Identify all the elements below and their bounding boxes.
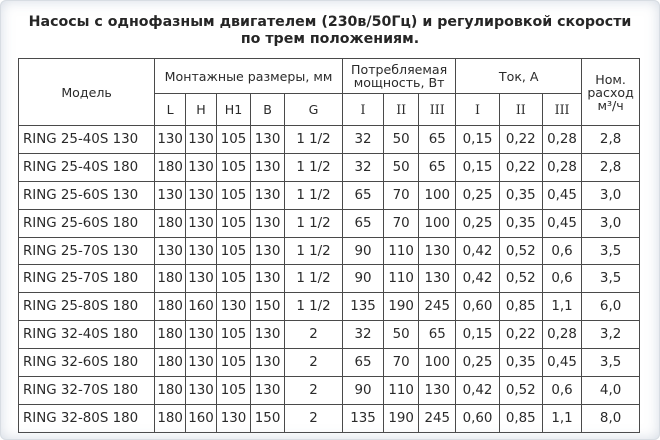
table-title [0, 14, 660, 48]
cell-g: 1 1/2 [285, 237, 343, 265]
cell-power-2: 110 [384, 377, 419, 405]
cell-g: 1 1/2 [285, 181, 343, 209]
cell-current-1: 0,25 [456, 349, 499, 377]
cell-flow: 4,0 [582, 377, 640, 405]
cell-l: 180 [155, 153, 186, 181]
cell-flow: 2,8 [582, 153, 640, 181]
cell-current-1: 0,25 [456, 209, 499, 237]
cell-h: 160 [186, 293, 217, 321]
cell-power-1: 135 [342, 293, 383, 321]
cell-b: 130 [251, 153, 285, 181]
cell-power-3: 100 [419, 181, 456, 209]
subheader-l: L [155, 94, 186, 126]
cell-h: 130 [186, 349, 217, 377]
cell-model: RING 32-80S 180 [19, 404, 155, 432]
cell-current-2: 0,35 [499, 209, 542, 237]
cell-model: RING 25-80S 180 [19, 293, 155, 321]
cell-power-1: 90 [342, 237, 383, 265]
cell-b: 130 [251, 349, 285, 377]
cell-g: 1 1/2 [285, 265, 343, 293]
cell-b: 130 [251, 265, 285, 293]
cell-current-1: 0,42 [456, 265, 499, 293]
cell-h: 130 [186, 209, 217, 237]
cell-current-2: 0,22 [499, 321, 542, 349]
cell-h1: 130 [217, 293, 251, 321]
cell-power-2: 70 [384, 209, 419, 237]
cell-power-3: 245 [419, 293, 456, 321]
cell-current-3: 0,6 [542, 265, 581, 293]
cell-flow: 3,0 [582, 209, 640, 237]
cell-power-3: 100 [419, 349, 456, 377]
cell-power-3: 130 [419, 237, 456, 265]
cell-l: 180 [155, 265, 186, 293]
cell-power-2: 190 [384, 293, 419, 321]
cell-current-2: 0,52 [499, 377, 542, 405]
cell-power-1: 65 [342, 181, 383, 209]
cell-l: 130 [155, 126, 186, 154]
cell-current-1: 0,15 [456, 321, 499, 349]
cell-l: 130 [155, 181, 186, 209]
cell-current-1: 0,60 [456, 404, 499, 432]
cell-model: RING 25-70S 130 [19, 237, 155, 265]
cell-h: 130 [186, 237, 217, 265]
header-power-line-2: мощность, Вт [353, 75, 445, 90]
cell-current-3: 1,1 [542, 404, 581, 432]
cell-h1: 105 [217, 153, 251, 181]
cell-flow: 3,5 [582, 265, 640, 293]
cell-g: 1 1/2 [285, 293, 343, 321]
subheader-current-speed-3: III [542, 94, 581, 126]
cell-model: RING 25-70S 180 [19, 265, 155, 293]
subheader-current-speed-2: II [499, 94, 542, 126]
cell-h1: 105 [217, 321, 251, 349]
title-line-1: Насосы с однофазным двигателем (230в/50Гц) и регулировкой скорости [28, 14, 632, 30]
cell-model: RING 25-40S 180 [19, 153, 155, 181]
cell-g: 1 1/2 [285, 126, 343, 154]
cell-l: 130 [155, 237, 186, 265]
pump-spec-table [18, 58, 640, 433]
table-row [19, 126, 640, 154]
header-mount-dimensions: Монтажные размеры, мм [155, 59, 343, 94]
cell-g: 2 [285, 321, 343, 349]
cell-model: RING 32-40S 180 [19, 321, 155, 349]
table-row [19, 293, 640, 321]
cell-b: 130 [251, 209, 285, 237]
cell-b: 130 [251, 181, 285, 209]
table-row [19, 321, 640, 349]
cell-h: 160 [186, 404, 217, 432]
table-row [19, 404, 640, 432]
header-current: Ток, А [456, 59, 582, 94]
cell-current-1: 0,15 [456, 126, 499, 154]
cell-l: 180 [155, 321, 186, 349]
cell-current-2: 0,52 [499, 237, 542, 265]
cell-g: 1 1/2 [285, 209, 343, 237]
subheader-power-speed-1: I [342, 94, 383, 126]
header-power [342, 59, 455, 94]
cell-current-2: 0,85 [499, 293, 542, 321]
cell-power-3: 65 [419, 321, 456, 349]
cell-power-2: 70 [384, 181, 419, 209]
cell-g: 2 [285, 349, 343, 377]
cell-flow: 3,5 [582, 349, 640, 377]
cell-current-3: 0,45 [542, 349, 581, 377]
cell-current-2: 0,85 [499, 404, 542, 432]
cell-power-2: 50 [384, 126, 419, 154]
cell-current-3: 0,45 [542, 181, 581, 209]
cell-flow: 3,2 [582, 321, 640, 349]
table-row [19, 237, 640, 265]
cell-h: 130 [186, 265, 217, 293]
cell-g: 1 1/2 [285, 153, 343, 181]
cell-l: 180 [155, 404, 186, 432]
cell-current-3: 0,28 [542, 321, 581, 349]
cell-current-3: 0,45 [542, 209, 581, 237]
cell-model: RING 25-40S 130 [19, 126, 155, 154]
cell-power-2: 50 [384, 321, 419, 349]
cell-h1: 105 [217, 209, 251, 237]
cell-flow: 6,0 [582, 293, 640, 321]
cell-current-1: 0,60 [456, 293, 499, 321]
table-row [19, 349, 640, 377]
cell-b: 130 [251, 126, 285, 154]
cell-flow: 8,0 [582, 404, 640, 432]
cell-g: 2 [285, 404, 343, 432]
cell-current-3: 0,6 [542, 377, 581, 405]
cell-power-1: 32 [342, 126, 383, 154]
table-body [19, 126, 640, 433]
subheader-h: H [186, 94, 217, 126]
cell-current-1: 0,15 [456, 153, 499, 181]
cell-current-3: 0,28 [542, 126, 581, 154]
cell-flow: 2,8 [582, 126, 640, 154]
cell-h1: 105 [217, 265, 251, 293]
cell-b: 130 [251, 237, 285, 265]
cell-power-2: 110 [384, 265, 419, 293]
cell-h: 130 [186, 181, 217, 209]
cell-current-2: 0,22 [499, 153, 542, 181]
cell-h: 130 [186, 153, 217, 181]
subheader-g: G [285, 94, 343, 126]
cell-current-2: 0,35 [499, 181, 542, 209]
header-flow [582, 59, 640, 126]
cell-current-1: 0,25 [456, 181, 499, 209]
cell-h1: 130 [217, 404, 251, 432]
cell-power-2: 50 [384, 153, 419, 181]
cell-b: 150 [251, 293, 285, 321]
subheader-b: B [251, 94, 285, 126]
cell-current-1: 0,42 [456, 377, 499, 405]
cell-model: RING 25-60S 130 [19, 181, 155, 209]
cell-l: 180 [155, 349, 186, 377]
cell-power-1: 65 [342, 209, 383, 237]
cell-flow: 3,5 [582, 237, 640, 265]
cell-current-3: 0,6 [542, 237, 581, 265]
cell-g: 2 [285, 377, 343, 405]
cell-h1: 105 [217, 377, 251, 405]
cell-power-1: 32 [342, 153, 383, 181]
cell-b: 130 [251, 321, 285, 349]
table-row [19, 265, 640, 293]
table-row [19, 209, 640, 237]
header-row-1 [19, 59, 640, 94]
cell-flow: 3,0 [582, 181, 640, 209]
cell-h1: 105 [217, 181, 251, 209]
cell-model: RING 32-60S 180 [19, 349, 155, 377]
cell-current-3: 1,1 [542, 293, 581, 321]
subheader-power-speed-3: III [419, 94, 456, 126]
cell-b: 150 [251, 404, 285, 432]
cell-current-2: 0,35 [499, 349, 542, 377]
cell-h1: 105 [217, 349, 251, 377]
cell-l: 180 [155, 209, 186, 237]
cell-current-1: 0,42 [456, 237, 499, 265]
cell-l: 180 [155, 293, 186, 321]
cell-current-2: 0,52 [499, 265, 542, 293]
cell-model: RING 32-70S 180 [19, 377, 155, 405]
table-row [19, 377, 640, 405]
cell-b: 130 [251, 377, 285, 405]
subheader-h1: H1 [217, 94, 251, 126]
cell-power-2: 70 [384, 349, 419, 377]
cell-model: RING 25-60S 180 [19, 209, 155, 237]
cell-l: 180 [155, 377, 186, 405]
cell-power-3: 65 [419, 153, 456, 181]
cell-power-2: 190 [384, 404, 419, 432]
header-power-line-1: Потребляемая [351, 62, 448, 77]
cell-current-3: 0,28 [542, 153, 581, 181]
cell-power-3: 100 [419, 209, 456, 237]
cell-power-1: 135 [342, 404, 383, 432]
header-flow-line-2: расход [587, 84, 634, 100]
cell-h: 130 [186, 126, 217, 154]
table-row [19, 153, 640, 181]
cell-h: 130 [186, 377, 217, 405]
cell-power-1: 90 [342, 265, 383, 293]
cell-power-1: 90 [342, 377, 383, 405]
header-model: Модель [19, 59, 155, 126]
cell-power-2: 110 [384, 237, 419, 265]
cell-power-1: 32 [342, 321, 383, 349]
header-flow-line-1: Ном. [595, 71, 626, 87]
cell-power-3: 65 [419, 126, 456, 154]
cell-current-2: 0,22 [499, 126, 542, 154]
subheader-current-speed-1: I [456, 94, 499, 126]
cell-power-3: 130 [419, 377, 456, 405]
title-line-2: по трем положениям. [240, 31, 420, 47]
cell-power-1: 65 [342, 349, 383, 377]
cell-power-3: 130 [419, 265, 456, 293]
cell-h: 130 [186, 321, 217, 349]
cell-h1: 105 [217, 237, 251, 265]
subheader-power-speed-2: II [384, 94, 419, 126]
cell-h1: 105 [217, 126, 251, 154]
cell-power-3: 245 [419, 404, 456, 432]
table-row [19, 181, 640, 209]
header-flow-line-3: м³/ч [597, 97, 624, 113]
